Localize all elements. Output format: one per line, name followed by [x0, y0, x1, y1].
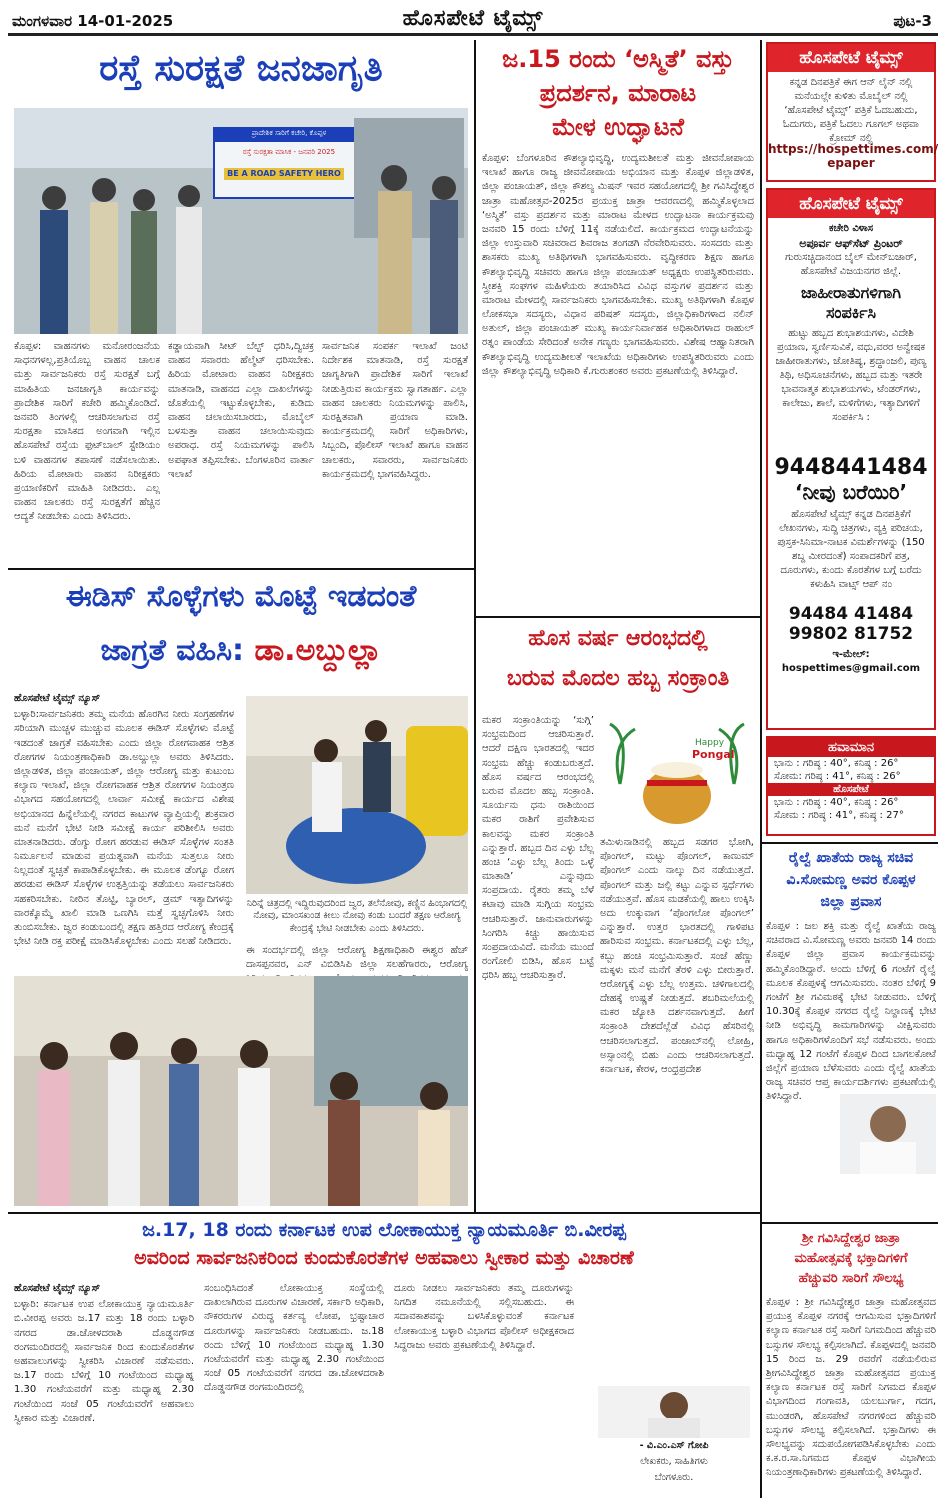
- story5-body-right: [600, 836, 754, 1136]
- story4-headline-3: ಮೇಳ ಉದ್ಘಾಟನೆ: [552, 113, 684, 141]
- story3-col3: ದೂರು ನೀಡಲು ಸಾರ್ವಜನಿಕರು ತಮ್ಮ ದೂರುಗಳನ್ನು ನಿಗದಿತ ನಮೂನೆಯಲ್ಲಿ ಸಲ್ಲಿಸಬಹುದು. ಈ ಸದಾವಕಾಶವನ್ನು ಬಳಸಿಕೊಳ್ಳುವಂತೆ ಕರ್ನಾಟಕ ಲೋಕಾಯುಕ್ತ ಬಳ್ಳಾರಿ ವಿಭಾಗದ ಪೊಲೀಸ್ ಅಧೀಕ್ಷಕರಾದ ಸಿದ್ದರಾಜು ಅವರು ಪ್ರಕಟಣೆಯಲ್ಲಿ ತಿಳಿಸಿದ್ದಾರೆ.: [394, 1283, 574, 1351]
- story2-body: [14, 692, 234, 972]
- story6-headline-1: ರೈಲ್ವೆ ಖಾತೆಯ ರಾಜ್ಯ ಸಚಿವ: [788, 850, 914, 866]
- story5-col1: ಮಕರ ಸಂಕ್ರಾಂತಿಯನ್ನು ‘ಸುಗ್ಗಿ’ ಸಂಭ್ರಮದಿಂದ ಆಚರಿಸುತ್ತಾರೆ. ಆದರೆ ದಕ್ಷಿಣ ಭಾರತದಲ್ಲಿ ಇದರ ಸಂಭ್ರಮ ಹೆಚ್ಚು ಕಂಡುಬರುತ್ತದೆ. ಹೊಸ ವರ್ಷದ ಆರಂಭದಲ್ಲಿ ಬರುವ ಮೊದಲ ಹಬ್ಬ ಸಂಕ್ರಾಂತಿ. ಸೂರ್ಯನು ಧನು ರಾಶಿಯಿಂದ ಮಕರ ರಾಶಿಗೆ ಪ್ರವೇಶಿಸುವ ಕಾಲವನ್ನು ಮಕರ ಸಂಕ್ರಾಂತಿ ಎನ್ನುತ್ತಾರೆ. ಹಬ್ಬದ ದಿನ ಎಳ್ಳು ಬೆಲ್ಲ ಹಂಚಿ ‘ಎಳ್ಳು ಬೆಲ್ಲ ತಿಂದು ಒಳ್ಳೆ ಮಾತಾಡಿ’ ಎನ್ನುವುದು ಸಂಪ್ರದಾಯ. ರೈತರು ತಮ್ಮ ಬೆಳೆ ಕಟಾವು ಮಾಡಿ ಸುಗ್ಗಿಯ ಸಂಭ್ರಮ ಆಚರಿಸುತ್ತಾರೆ. ಜಾನುವಾರುಗಳನ್ನು ಸಿಂಗರಿಸಿ ಕಿಚ್ಚು ಹಾಯಿಸುವ ಸಂಪ್ರದಾಯವಿದೆ. ಮನೆಯ ಮುಂದೆ ರಂಗೋಲಿ ಬಿಡಿಸಿ, ಹೊಸ ಬಟ್ಟೆ ಧರಿಸಿ ಹಬ್ಬ ಆಚರಿಸುತ್ತಾರೆ.: [482, 715, 594, 982]
- weather-row: ಸೋಮ : ಗರಿಷ್ಠ : 41°, ಕನಿಷ್ಠ : 27°: [774, 810, 904, 821]
- weather-row: ಸೋಮ: ಗರಿಷ್ಠ : 41°, ಕನಿಷ್ಠ : 26°: [774, 771, 901, 782]
- masthead: [8, 6, 938, 36]
- story6-headline-2: ವಿ.ಸೋಮಣ್ಣ ಅವರ ಕೊಪ್ಪಳ: [786, 872, 916, 888]
- story4-text: ಕೊಪ್ಪಳ: ಬೆಂಗಳೂರಿನ ಕೌಶಲ್ಯಾಭಿವೃದ್ಧಿ, ಉದ್ಯಮಶೀಲತೆ ಮತ್ತು ಜೀವನೋಪಾಯ ಇಲಾಖೆ ಹಾಗೂ ರಾಜ್ಯ ಜೀವನೋಪಾಯ ಅಭಿಯಾನ ಮತ್ತು ಕೊಪ್ಪಳ ಜಿಲ್ಲಾಡಳಿತ, ಜಿಲ್ಲಾ ಪಂಚಾಯತ್, ಜಿಲ್ಲಾ ಕೌಶಲ್ಯ ಮಿಷನ್ ಇವರ ಸಹಯೋಗದಲ್ಲಿ ಶ್ರೀ ಗವಿಸಿದ್ಧೇಶ್ವರ ಜಾತ್ರಾ ಮಹೋತ್ಸವ-2025ರ ಪ್ರಯುಕ್ತ ಜಾತ್ರಾ ಆವರಣದಲ್ಲಿ ಹಮ್ಮಿಕೊಳ್ಳಲಾದ ‘ಅಸ್ಮಿತೆ’ ವಸ್ತು ಪ್ರದರ್ಶನ ಮತ್ತು ಮಾರಾಟ ಮೇಳದ ಉದ್ಘಾಟನಾ ಕಾರ್ಯಕ್ರಮವು ಜನವರಿ 15 ರಂದು ಬೆಳಿಗ್ಗೆ 11ಕ್ಕೆ ನಡೆಯಲಿದೆ. ಕಾರ್ಯಕ್ರಮದ ಉದ್ಘಾಟನೆಯನ್ನು ಜಿಲ್ಲಾ ಉಸ್ತುವಾರಿ ಸಚಿವರಾದ ಶಿವರಾಜ ತಂಗಡಗಿ ನೆರವೇರಿಸುವರು. ಸಂಸದರು ಮತ್ತು ಶಾಸಕರು ಮುಖ್ಯ ಅತಿಥಿಗಳಾಗಿ ಭಾಗವಹಿಸುವರು. ವೃದ್ಧೀಕರಣ ಶಿಕ್ಷಣ ಹಾಗೂ ಕೌಶಲ್ಯಾಭಿವೃದ್ಧಿ ಸಚಿವರು ಹಾಗೂ ಜಿಲ್ಲಾ ಪಂಚಾಯತ್ ಅಧ್ಯಕ್ಷರು ಉಪಸ್ಥಿತರಿರುವರು. ಸ್ತ್ರೀಶಕ್ತಿ ಸಂಘಗಳ ಮಹಿಳೆಯರು ತಯಾರಿಸಿದ ವಿವಿಧ ವಸ್ತುಗಳ ಪ್ರದರ್ಶನ ಮತ್ತು ಮಾರಾಟ ಮೇಳದಲ್ಲಿ ಸಾರ್ವಜನಿಕರು ಭಾಗವಹಿಸಬೇಕು. ಮುಖ್ಯ ಅತಿಥಿಗಳಾಗಿ ಕೊಪ್ಪಳ ಲೋಕಸಭಾ ಸದಸ್ಯರು, ವಿಧಾನ ಪರಿಷತ್ ಸದಸ್ಯರು, ಜಿಲ್ಲಾಧಿಕಾರಿಗಳಾದ ನಲಿನ್ ಅತುಲ್, ಜಿಲ್ಲಾ ಪಂಚಾಯತ್ ಮುಖ್ಯ ಕಾರ್ಯನಿರ್ವಾಹಕ ಅಧಿಕಾರಿಗಳಾದ ರಾಹುಲ್ ರತ್ನಂ ಪಾಂಡೆಯ ಸೇರಿದಂತೆ ಅನೇಕ ಗಣ್ಯರು ಭಾಗವಹಿಸುವರು. ವಿಶೇಷ ಆಹ್ವಾನಿತರಾಗಿ ಕೌಶಲ್ಯಾಭಿವೃದ್ಧಿ ಉದ್ಯಮಶೀಲತೆ ಇಲಾಖೆಯ ಅಧಿಕಾರಿಗಳು ಉಪಸ್ಥಿತರಿರುವರು ಎಂದು ಜಿಲ್ಲಾ ಕೌಶಲ್ಯಾಭಿವೃದ್ಧಿ ಅಧಿಕಾರಿ ಕೆ.ಗುರುಶಂಕರ ಅವರು ಪ್ರಕಟಣೆಯಲ್ಲಿ ತಿಳಿಸಿದ್ದಾರೆ.: [482, 153, 754, 377]
- story2-headline-2a: ಜಾಗ್ರತೆ ವಹಿಸಿ:: [100, 633, 255, 668]
- story2-headline-1: ಈಡಿಸ್ ಸೊಳ್ಳೆಗಳು ಮೊಟ್ಟೆ ಇಡದಂತೆ: [65, 579, 417, 614]
- epaper-url[interactable]: https://hospettimes.com/: [768, 142, 939, 156]
- story7-text: ಕೊಪ್ಪಳ : ಶ್ರೀ ಗವಿಸಿದ್ದೇಶ್ವರ ಜಾತ್ರಾ ಮಹೋತ್ಸವದ ಪ್ರಯುಕ್ತ ಕೊಪ್ಪಳ ನಗರಕ್ಕೆ ಆಗಮಿಸುವ ಭಕ್ತಾದಿಗಳಿಗೆ ಕಲ್ಯಾಣ ಕರ್ನಾಟಕ ರಸ್ತೆ ಸಾರಿಗೆ ನಿಗಮದಿಂದ ಹೆಚ್ಚುವರಿ ಬಸ್ಸುಗಳ ಸೌಲಭ್ಯ ಕಲ್ಪಿಸಲಾಗಿದೆ. ಕೊಪ್ಪಳದಲ್ಲಿ ಜನವರಿ 15 ರಿಂದ ಜ. 29 ರವರೆಗೆ ನಡೆಯಲಿರುವ ಶ್ರೀಗವಿಸಿದ್ಧೇಶ್ವರ ಜಾತ್ರಾ ಮಹೋತ್ಸವದ ಪ್ರಯುಕ್ತ ಕಲ್ಯಾಣ ಕರ್ನಾಟಕ ರಸ್ತೆ ಸಾರಿಗೆ ನಿಗಮದ ಕೊಪ್ಪಳ ವಿಭಾಗದಿಂದ ಗಂಗಾವತಿ, ಯಲಬುರ್ಗಾ, ಗದಗ, ಮುಂಡರಗಿ, ಹೊಸಪೇಟೆ ನಗರಗಳಿಂದ ಹೆಚ್ಚುವರಿ ಬಸ್ಸುಗಳ ಸೌಲಭ್ಯ ಕಲ್ಪಿಸಲಾಗಿದೆ. ಭಕ್ತಾದಿಗಳು ಈ ಸೌಲಭ್ಯವನ್ನು ಸದುಪಯೋಗಪಡಿಸಿಕೊಳ್ಳಬೇಕು ಎಂದು ಕ.ಕ.ರ.ಸಾ.ನಿಗಮದ ಕೊಪ್ಪಳ ವಿಭಾಗೀಯ ನಿಯಂತ್ರಣಾಧಿಕಾರಿಗಳು ಪ್ರಕಟಣೆಯಲ್ಲಿ ತಿಳಿಸಿದ್ದಾರೆ.: [766, 1297, 936, 1479]
- story4-body: [482, 152, 754, 612]
- weather-city: ಹೊಸಪೇಟೆ: [768, 783, 934, 796]
- photo-sign-office: ಪ್ರಾದೇಶಿಕ ಸಾರಿಗೆ ಕಚೇರಿ, ಕೊಪ್ಪಳ: [251, 129, 327, 137]
- newspaper-title: ಹೊಸಪೇಟೆ ಟೈಮ್ಸ್: [402, 6, 544, 31]
- story2-headline-2b: ಡಾ.ಅಬ್ದುಲ್ಲಾ: [254, 633, 382, 668]
- epaper-ad-text: ಕನ್ನಡ ದಿನಪತ್ರಿಕೆ ಈಗ ಆನ್ ಲೈನ್ ನಲ್ಲಿ ಮನೆಯಲ್ಲೇ ಕುಳಿತು ಮೊಬೈಲ್ ನಲ್ಲಿ ‘ಹೊಸಪೇಟೆ ಟೈಮ್ಸ್’ ಪತ್ರಿಕೆ ಓದಬಹುದು, ಓದುಗರು, ಪತ್ರಿಕೆ ಓದಲು ಗೂಗಲ್ ಅಥವಾ ಕ್ರೋಮ್ ನಲ್ಲಿ: [783, 77, 919, 144]
- epaper-ad: [766, 42, 939, 182]
- story5-headline-1: ಹೊಸ ವರ್ಷ ಆರಂಭದಲ್ಲಿ: [528, 626, 708, 651]
- column-divider: [760, 40, 762, 1498]
- weather-box: [766, 736, 936, 836]
- advertise-heading-2: ಸಂಪರ್ಕಿಸಿ: [825, 303, 877, 323]
- story1-col3: ಸಾರ್ವಜನಿಕ ಸಂಪರ್ಕ ಇಲಾಖೆ ಜಂಟಿ ನಿರ್ದೇಶಕ ಮಾತನಾಡಿ, ರಸ್ತೆ ಸುರಕ್ಷತೆ ಜಾಗೃತಿಗಾಗಿ ಪ್ರಾದೇಶಿಕ ಸಾರಿಗೆ ಇಲಾಖೆ ನೀಡುತ್ತಿರುವ ಕಾರ್ಯಕ್ರಮ ಸ್ವಾಗತಾರ್ಹ. ಎಲ್ಲಾ ವಾಹನ ಚಾಲಕರು ನಿಯಮಗಳನ್ನು ಪಾಲಿಸಿ, ಸುರಕ್ಷಿತವಾಗಿ ಪ್ರಯಾಣ ಮಾಡಿ. ಕಾರ್ಯಕ್ರಮದಲ್ಲಿ ಸಾರಿಗೆ ಅಧಿಕಾರಿಗಳು, ಸಿಬ್ಬಂದಿ, ಪೊಲೀಸ್ ಇಲಾಖೆ ಹಾಗೂ ವಾಹನ ಚಾಲಕರು, ಸವಾರರು, ಸಾರ್ವಜನಿಕರು ಕಾರ್ಯಕ್ರಮದಲ್ಲಿ ಭಾಗವಹಿಸಿದ್ದರು.: [322, 341, 468, 480]
- story2-headline-2: [14, 634, 468, 669]
- minister-portrait: [840, 1094, 936, 1174]
- story7-body: [766, 1296, 936, 1496]
- story2-text: ಬಳ್ಳಾರಿ:ಸಾರ್ವಜನಿಕರು ತಮ್ಮ ಮನೆಯ ಹೊರಗಿನ ನೀರು ಸಂಗ್ರಹಣೆಗಳ ಸರಿಯಾಗಿ ಮುಚ್ಚಳ ಮುಚ್ಚುವ ಮೂಲಕ ಈಡಿಸ್ ಸೊಳ್ಳೆಗಳು ಮೊಟ್ಟೆ ಇಡದಂತೆ ಜಾಗ್ರತೆ ವಹಿಸಬೇಕು ಎಂದು ಜಿಲ್ಲಾ ರೋಗವಾಹಕ ಆಶ್ರಿತ ರೋಗಗಳ ನಿಯಂತ್ರಣಾಧಿಕಾರಿ ಡಾ.ಅಬ್ದುಲ್ಲಾ ಅವರು ತಿಳಿಸಿದರು. ಜಿಲ್ಲಾಡಳಿತ, ಜಿಲ್ಲಾ ಪಂಚಾಯತ್, ಜಿಲ್ಲಾ ಆರೋಗ್ಯ ಮತ್ತು ಕುಟುಂಬ ಕಲ್ಯಾಣ ಇಲಾಖೆ, ಜಿಲ್ಲಾ ರೋಗವಾಹಕ ಆಶ್ರಿತ ರೋಗಗಳ ನಿಯಂತ್ರಣ ವಿಭಾಗದ ಸಹಯೋಗದಲ್ಲಿ ಲಾರ್ವಾ ಸಮೀಕ್ಷೆ ಕಾರ್ಯದ ವಿಶೇಷ ಅಭಿಯಾನದ ಹಿನ್ನೆಲೆಯಲ್ಲಿ ನಗರದ ಕಾಟುಗಳ ವ್ಯಾಪ್ತಿಯಲ್ಲಿ ಶುಕ್ರವಾರ ಮನೆ ಮನೆಗೆ ಭೇಟಿ ನೀಡಿ ಸಮೀಕ್ಷೆ ಕಾರ್ಯ ಪರಿಶೀಲಿಸಿ ಅವರು ಮಾತನಾಡಿದರು. ಡೆಂಗ್ಯು ರೋಗ ಹರಡುವ ಈಡಿಸ್ ಸೊಳ್ಳೆಗಳ ಸಂತತಿ ನಿರ್ಮೂಲನೆ ಮಾಡುವ ಪ್ರಯತ್ನವಾಗಿ ಮನೆಯ ಸುತ್ತಲೂ ನೀರು ನಿಲ್ಲದಂತೆ ಸ್ವಚ್ಛತೆ ಕಾಪಾಡಿಕೊಳ್ಳಬೇಕು. ಈ ಮೂಲಕ ಡೆಂಗ್ಯೂ ರೋಗ ಹರಡುವ ಈಡಿಸ್ ಸೊಳ್ಳೆಗಳ ಉತ್ಪತ್ತಿಯನ್ನು ತಡೆಯಲು ಸಾರ್ವಜನಿಕರು ಸಹಕರಿಸಬೇಕು. ನೀರಿನ ತೊಟ್ಟಿ, ಬ್ಯಾರಲ್, ಡ್ರಮ್ ಇತ್ಯಾದಿಗಳನ್ನು ವಾರಕ್ಕೊಮ್ಮೆ ಖಾಲಿ ಮಾಡಿ ಒಣಗಿಸಿ ಮತ್ತೆ ಸ್ವಚ್ಛಗೊಳಿಸಿ ನೀರು ತುಂಬಿಸಬೇಕು. ಜ್ವರ ಕಂಡುಬಂದಲ್ಲಿ ತಕ್ಷಣ ಹತ್ತಿರದ ಆರೋಗ್ಯ ಕೇಂದ್ರಕ್ಕೆ ಭೇಟಿ ನೀಡಿ ರಕ್ತ ಪರೀಕ್ಷೆ ಮಾಡಿಸಿಕೊಳ್ಳಬೇಕು ಎಂದು ಸಲಹೆ ನೀಡಿದರು.: [14, 709, 234, 948]
- story1-headline: ರಸ್ತೆ ಸುರಕ್ಷತೆ ಜನಜಾಗೃತಿ: [99, 48, 383, 89]
- photo-sign-month: ರಸ್ತೆ ಸುರಕ್ಷತಾ ಮಾಸಿಕ - ಜನವರಿ 2025: [242, 148, 336, 156]
- pongal-label-pongal: Pongal: [692, 748, 735, 761]
- story2-caption: ನಿರಿನ್ನೆ ಚಿತ್ರದಲ್ಲಿ ಇದ್ದಿರುವುದರಿಂದ ಜ್ವರ, ತಲೆನೋವು, ಕಣ್ಣಿನ ಹಿಂಭಾಗದಲ್ಲಿ ನೋವು, ಮಾಂಸಖಂಡ ಕೀಲು ನೋವು ಕಂಡು ಬಂದರೆ ತಕ್ಷಣ ಆರೋಗ್ಯ ಕೇಂದ್ರಕ್ಕೆ ಭೇಟಿ ನೀಡಬೇಕು ಎಂದು ತಿಳಿಸಿದರು.: [246, 898, 468, 934]
- advertise-box-title: ಹೊಸಪೇಟೆ ಟೈಮ್ಸ್: [768, 190, 934, 218]
- story5-col2: ತಮಿಳುನಾಡಿನಲ್ಲಿ ಹಬ್ಬದ ಸಡಗರ ಭೋಗಿ, ಪೊಂಗಲ್, ಮಟ್ಟು ಪೊಂಗಲ್, ಕಾಣುಮ್ ಪೊಂಗಲ್ ಎಂದು ನಾಲ್ಕು ದಿನ ನಡೆಯುತ್ತದೆ. ಪೊಂಗಲ್ ಮತ್ತು ಜಲ್ಲಿ ಕಟ್ಟು ಎನ್ನುವ ಸ್ಪರ್ಧೆಗಳು ನಡೆಯುತ್ತವೆ. ಹೊಸ ಮಡಕೆಯಲ್ಲಿ ಹಾಲು ಉಕ್ಕಿಸಿ ಅದು ಉಕ್ಕುವಾಗ ‘ಪೊಂಗಲೋ ಪೊಂಗಲ್’ ಎನ್ನುತ್ತಾರೆ. ಉತ್ತರ ಭಾರತದಲ್ಲಿ ಗಾಳಿಪಟ ಹಾರಿಸುವ ಸಂಭ್ರಮ. ಕರ್ನಾಟಕದಲ್ಲಿ ಎಳ್ಳು ಬೆಲ್ಲ, ಕಬ್ಬು ಹಂಚಿ ಸಂಭ್ರಮಿಸುತ್ತಾರೆ. ಸಂಜೆ ಹೆಣ್ಣು ಮಕ್ಕಳು ಮನೆ ಮನೆಗೆ ತೆರಳಿ ಎಳ್ಳು ಬೀರುತ್ತಾರೆ. ಆರೋಗ್ಯಕ್ಕೆ ಎಳ್ಳು ಬೆಲ್ಲ ಉತ್ತಮ. ಚಳಿಗಾಲದಲ್ಲಿ ದೇಹಕ್ಕೆ ಉಷ್ಣತೆ ನೀಡುತ್ತದೆ. ಶಬರಿಮಲೆಯಲ್ಲಿ ಮಕರ ಜ್ಯೋತಿ ದರ್ಶನವಾಗುತ್ತದೆ. ಹೀಗೆ ಸಂಕ್ರಾಂತಿ ದೇಶದೆಲ್ಲೆಡೆ ವಿವಿಧ ಹೆಸರಿನಲ್ಲಿ ಆಚರಿಸಲಾಗುತ್ತದೆ. ಪಂಜಾಬ್‌ನಲ್ಲಿ ಲೋಹ್ರಿ, ಅಸ್ಸಾಂನಲ್ಲಿ ಬಿಹು ಎಂದು ಆಚರಿಸಲಾಗುತ್ತದೆ. ಕರ್ನಾಟಕ, ಕೇರಳ, ಆಂಧ್ರಪ್ರದೇಶ: [600, 837, 754, 1075]
- office-address: [768, 218, 934, 283]
- story7-headline-3: ಹೆಚ್ಚುವರಿ ಸಾರಿಗೆ ಸೌಲಭ್ಯ: [798, 1271, 904, 1286]
- section-divider: [762, 1222, 938, 1224]
- page-number: ಪುಟ-3: [893, 12, 932, 30]
- section-divider: [476, 616, 760, 618]
- office-street: ಗುರುಸಚ್ಚಿದಾನಂದ ಬೈಲ್ ಮೇನ್‌ಬಜಾರ್, ಹೊಸಪೇಟೆ ವಿಜಯನಗರ ಜಿಲ್ಲೆ.: [785, 252, 917, 278]
- epaper-url-suffix[interactable]: epaper: [827, 156, 875, 170]
- officials-inspection-photo: [14, 976, 468, 1206]
- author-city: ಬೆಂಗಳೂರು.: [654, 1472, 694, 1483]
- story3-col1: ಬಳ್ಳಾರಿ: ಕರ್ನಾಟಕ ಉಪ ಲೋಕಾಯುಕ್ತ ನ್ಯಾಯಮೂರ್ತಿ ಬಿ.ವೀರಪ್ಪ ಅವರು ಜ.17 ಮತ್ತು 18 ರಂದು ಬಳ್ಳಾರಿ ನಗರದ ಡಾ.ಜೋಳದರಾಶಿ ದೊಡ್ಡನಗೌಡ ರಂಗಮಂದಿರದಲ್ಲಿ ಸಾರ್ವಜನಿಕ ರಿಂದ ಕುಂದುಕೊರತೆಗಳ ಅಹವಾಲುಗಳನ್ನು ಸ್ವೀಕರಿಸಿ ವಿಚಾರಣೆ ನಡೆಸುವರು. ಜ.17 ರಂದು ಬೆಳಿಗ್ಗೆ 10 ಗಂಟೆಯಿಂದ ಮಧ್ಯಾಹ್ನ 1.30 ಗಂಟೆಯವರೆಗೆ ಮತ್ತು ಮಧ್ಯಾಹ್ನ 2.30 ಗಂಟೆಯಿಂದ ಸಂಜೆ 05 ಗಂಟೆಯವರೆಗೆ ಅಹವಾಲು ಸ್ವೀಕಾರ ಮತ್ತು ವಿಚಾರಣೆ.: [14, 1299, 194, 1424]
- story5-headline-2: ಬರುವ ಮೊದಲ ಹಬ್ಬ ಸಂಕ್ರಾಂತಿ: [506, 666, 730, 691]
- story4-headline-1: ಜ.15 ರಂದು ‘ಅಸ್ಮಿತೆ’ ವಸ್ತು: [502, 45, 734, 73]
- story4-headline-2: ಪ್ರದರ್ಶನ, ಮಾರಾಟ: [539, 79, 697, 107]
- author-name: - ವಿ.ಎಂ.ಎಸ್ ಗೋಪಿ: [639, 1440, 709, 1451]
- epaper-ad-title: ಹೊಸಪೇಟೆ ಟೈಮ್ಸ್: [768, 44, 934, 72]
- story1-col2: ಕಡ್ಡಾಯವಾಗಿ ಸೀಟ್ ಬೆಲ್ಟ್ ಧರಿಸಿ,ದ್ವಿಚಕ್ರ ವಾಹನ ಸವಾರರು ಹೆಲ್ಮೆಟ್ ಧರಿಸಬೇಕು. ಹಿರಿಯ ಮೋಟಾರು ವಾಹನ ನಿರೀಕ್ಷಕರು ಮಾತನಾಡಿ, ವಾಹನದ ಎಲ್ಲಾ ದಾಖಲೆಗಳನ್ನು ಜೊತೆಯಲ್ಲಿ ಇಟ್ಟುಕೊಳ್ಳಬೇಕು, ಕುಡಿದು ವಾಹನ ಚಲಾಯಿಸಬಾರದು, ಮೊಬೈಲ್ ಬಳಸುತ್ತಾ ವಾಹನ ಚಲಾಯಿಸುವುದು ಅಪರಾಧ. ರಸ್ತೆ ನಿಯಮಗಳನ್ನು ಪಾಲಿಸಿ ಅಪಘಾತ ತಪ್ಪಿಸಬೇಕು. ಬೆಂಗಳೂರಿನ ವಾರ್ತಾ ಇಲಾಖೆ: [168, 341, 314, 480]
- section-divider: [762, 842, 938, 844]
- whatsapp-number-2[interactable]: 99802 81752: [788, 624, 914, 645]
- advertise-contact-box: [766, 188, 936, 730]
- section-divider: [8, 1212, 760, 1214]
- weather-row: ಭಾನು : ಗರಿಷ್ಠ : 40°, ಕನಿಷ್ಠ : 26°: [774, 797, 899, 808]
- road-safety-photo: [14, 108, 468, 334]
- advertise-phone[interactable]: 9448441484: [774, 455, 928, 481]
- photo-sign-hero: BE A ROAD SAFETY HERO: [227, 169, 341, 178]
- story7-headline-2: ಮಹೋತ್ಸವಕ್ಕೆ ಭಕ್ತಾದಿಗಳಿಗೆ: [794, 1251, 908, 1266]
- story3-byline: ಹೊಸಪೇಟೆ ಟೈಮ್ಸ್ ನ್ಯೂಸ್: [14, 1283, 101, 1294]
- story3-headline-1: ಜ.17, 18 ರಂದು ಕರ್ನಾಟಕ ಉಪ ಲೋಕಾಯುಕ್ತ ನ್ಯಾಯಮೂರ್ತಿ ಬಿ.ವೀರಪ್ಪ: [142, 1219, 626, 1241]
- contact-email[interactable]: ಇ-ಮೇಲ್: hospettimes@gmail.com: [781, 649, 921, 675]
- story1-body: [14, 340, 468, 562]
- story7-headline-1: ಶ್ರೀ ಗವಿಸಿದ್ದೇಶ್ವರ ಜಾತ್ರಾ: [801, 1231, 901, 1246]
- you-write-slogan: ‘ನೀವು ಬರೆಯಿರಿ’: [794, 480, 908, 505]
- column-divider: [474, 40, 476, 1212]
- story3-body: [14, 1282, 584, 1498]
- story2-body-2: [246, 944, 468, 972]
- advertise-categories: ಹುಟ್ಟು ಹಬ್ಬದ ಶುಭಾಶಯಗಳು, ವಿದೇಶಿ ಪ್ರಯಾಣ, ಸ್ವರ್ಣಿಸುವಿಕೆ, ವಧು,ವರರ ಅನ್ವೇಷಕ ಜಾಹೀರಾತುಗಳು, ಜೋತಿಷ್ಯ, ಶ್ರದ್ಧಾಂಜಲಿ, ಪುಣ್ಯ ತಿಥಿ, ಅಧಿಸೂಚನೆಗಳು, ಹಬ್ಬದ ಮತ್ತು ಇತರೇ ಭಾವನಾತ್ಮಕ ಶುಭಾಶಯಗಳು, ಟೆಂಡರ್‌ಗಳು, ಕಾಲೇಜು, ಶಾಲೆ, ಮಳಿಗೆಗಳು, ಇತ್ಯಾದಿಗಳಿಗೆ ಸಂಪರ್ಕಿಸಿ :: [775, 328, 927, 424]
- story5-body-left: [482, 714, 594, 1206]
- story3-col2: ಸಂಬಂಧಿಸಿದಂತೆ ಲೋಕಾಯುಕ್ತ ಸಂಸ್ಥೆಯಲ್ಲಿ ದಾಖಲಾಗಿರುವ ದೂರುಗಳ ವಿಚಾರಣೆ, ಸರ್ಕಾರಿ ಅಧಿಕಾರಿ, ನೌಕರರುಗಳ ವಿರುದ್ಧ ಕರ್ತವ್ಯ ಲೋಪ, ಭ್ರಷ್ಟಾಚಾರ ದೂರುಗಳನ್ನು ಸಾರ್ವಜನಿಕರು ನೀಡಬಹುದು. ಜ.18 ರಂದು ಬೆಳಿಗ್ಗೆ 10 ಗಂಟೆಯಿಂದ ಮಧ್ಯಾಹ್ನ 1.30 ಗಂಟೆಯವರೆಗೆ ಮತ್ತು ಮಧ್ಯಾಹ್ನ 2.30 ಗಂಟೆಯಿಂದ ಸಂಜೆ 05 ಗಂಟೆಯವರೆಗೆ ನಗರದ ಡಾ.ಜೋಳದರಾಶಿ ದೊಡ್ಡನಗೌಡ ರಂಗಮಂದಿರದಲ್ಲಿ: [204, 1283, 384, 1394]
- story2-byline: ಹೊಸಪೇಟೆ ಟೈಮ್ಸ್ ನ್ಯೂಸ್: [14, 693, 101, 704]
- issue-date: ಮಂಗಳವಾರ 14-01-2025: [12, 12, 174, 30]
- story6-headline-3: ಜಿಲ್ಲಾ ಪ್ರವಾಸ: [820, 894, 882, 910]
- printer-name: ಅಪೂರ್ವ ಆಫ್‌ಸೆಟ್ ಪ್ರಿಂಟರ್: [799, 237, 903, 250]
- pongal-label-happy: Happy: [695, 738, 725, 748]
- submission-invite: ಹೊಸಪೇಟೆ ಟೈಮ್ಸ್ ಕನ್ನಡ ದಿನಪತ್ರಿಕೆಗೆ ಲೇಖನಗಳು, ಸುದ್ದಿ ಚಿತ್ರಗಳು, ವ್ಯಕ್ತಿ ಪರಿಚಯ, ಪುಸ್ತಕ-ಸಿನಿಮಾ-ನಾಟಕ ವಿಮರ್ಶೆಗಳನ್ನು (150 ಶಬ್ದ ಮೀರದಂತೆ) ಸಂಪಾದಕರಿಗೆ ಪತ್ರ, ದೂರುಗಳು, ಕುಂದು ಕೊರತೆಗಳ ಬಗ್ಗೆ ಬರೆದು ಕಳುಹಿಸಿ ವಾಟ್ಸ್ ಆಪ್ ನಂ: [777, 509, 925, 591]
- story1-col1: ಕೊಪ್ಪಳ: ವಾಹನಗಳು ಮನೋರಂಜನೆಯ ಸಾಧನಗಳಲ್ಲ,ಪ್ರತಿಯೊಬ್ಬ ವಾಹನ ಚಾಲಕ ಮತ್ತು ಸಾರ್ವಜನಿಕರು ರಸ್ತೆ ಸುರಕ್ಷತೆ ಬಗ್ಗೆ ಮಾಹಿತಿಯ ಜನಜಾಗೃತಿ ಕಾರ್ಯವನ್ನು ಪ್ರಾದೇಶಿಕ ಸಾರಿಗೆ ಕಚೇರಿ ಹಮ್ಮಿಕೊಂಡಿದೆ. ಜನವರಿ ತಿಂಗಳಲ್ಲಿ ಆಚರಿಸಲಾಗುವ ರಸ್ತೆ ಸುರಕ್ಷತಾ ಮಾಸಿಕದ ಅಂಗವಾಗಿ ಇಲ್ಲಿನ ಹೊಸಪೇಟೆ ರಸ್ತೆಯ ಫುಟ್‌ಬಾಲ್ ಸ್ಟೇಡಿಯಂ ಬಳಿ ವಾಹನಗಳ ತಪಾಸಣೆ ನಡೆಸಲಾಯಿತು. ಹಿರಿಯ ಮೋಟಾರು ವಾಹನ ನಿರೀಕ್ಷಕರು ಪ್ರಯಾಣಿಕರಿಗೆ ಮಾಹಿತಿ ನೀಡಿದರು. ಎಲ್ಲ ವಾಹನ ಚಾಲಕರು ರಸ್ತೆ ಸುರಕ್ಷತೆಗೆ ಹೆಚ್ಚಿನ ಆದ್ಯತೆ ನೀಡಬೇಕು ಎಂದು ತಿಳಿಸಿದರು.: [14, 341, 160, 523]
- section-divider: [8, 568, 474, 570]
- office-address-label: ಕಚೇರಿ ವಿಳಾಸ: [828, 223, 874, 234]
- story2-text-2: ಈ ಸಂದರ್ಭದಲ್ಲಿ ಜಿಲ್ಲಾ ಆರೋಗ್ಯ ಶಿಕ್ಷಣಾಧಿಕಾರಿ ಈಶ್ವರ ಹೆಚ್ ದಾಸಪ್ಪನವರ, ಎನ್ ವಿಬಿಡಿಸಿಪಿ ಜಿಲ್ಲಾ ಸಲಹೆಗಾರರು, ಆರೋಗ್ಯ: [246, 945, 468, 971]
- columnist-photo: [598, 1386, 750, 1438]
- larva-survey-photo: [246, 696, 468, 894]
- author-role: ಲೇಖಕರು, ಸಾಹಿತಿಗಳು: [640, 1456, 708, 1467]
- story3-headline-2: ಅವರಿಂದ ಸಾರ್ವಜನಿಕರಿಂದ ಕುಂದುಕೊರತೆಗಳ ಅಹವಾಲು ಸ್ವೀಕಾರ ಮತ್ತು ವಿಚಾರಣೆ: [134, 1247, 634, 1269]
- whatsapp-number-1[interactable]: 94484 41484: [788, 604, 914, 625]
- weather-row: ಭಾನು : ಗರಿಷ್ಠ : 40°, ಕನಿಷ್ಠ : 26°: [774, 758, 899, 769]
- advertise-heading-1: ಜಾಹೀರಾತುಗಳಿಗಾಗಿ: [800, 283, 902, 303]
- pongal-illustration: [600, 714, 754, 830]
- weather-title: ಹವಾಮಾನ: [768, 738, 934, 757]
- story6-text: ಕೊಪ್ಪಳ : ಜಲ ಶಕ್ತಿ ಮತ್ತು ರೈಲ್ವೆ ಖಾತೆಯ ರಾಜ್ಯ ಸಚಿವರಾದ ವಿ.ಸೋಮಣ್ಣ ಅವರು ಜನವರಿ 14 ರಂದು ಕೊಪ್ಪಳ ಜಿಲ್ಲಾ ಪ್ರವಾಸ ಕಾರ್ಯಕ್ರಮವನ್ನು ಹಮ್ಮಿಕೊಂಡಿದ್ದಾರೆ. ಅಂದು ಬೆಳಿಗ್ಗೆ 6 ಗಂಟೆಗೆ ರೈಲ್ವೆ ಮೂಲಕ ಕೊಪ್ಪಳಕ್ಕೆ ಆಗಮಿಸುವರು. ನಂತರ ಬೆಳಿಗ್ಗೆ 9 ಗಂಟೆಗೆ ಶ್ರೀ ಗವಿಮಠಕ್ಕೆ ಭೇಟಿ ನೀಡುವರು. ಬೆಳಿಗ್ಗೆ 10.30ಕ್ಕೆ ಕೊಪ್ಪಳ ನಗರದ ರೈಲ್ವೆ ನಿಲ್ದಾಣಕ್ಕೆ ಭೇಟಿ ನೀಡಿ ಅಭಿವೃದ್ಧಿ ಕಾಮಗಾರಿಗಳನ್ನು ವೀಕ್ಷಿಸುವರು ಹಾಗೂ ಅಧಿಕಾರಿಗಳೊಂದಿಗೆ ಸಭೆ ನಡೆಸುವರು. ಅಂದು ಮಧ್ಯಾಹ್ನ 12 ಗಂಟೆಗೆ ಕೊಪ್ಪಳ ದಿಂದ ಬಾಗಲಕೋಟೆ ಜಿಲ್ಲೆಗೆ ಪ್ರಯಾಣ ಬೆಳೆಸುವರು ಎಂದು ರೈಲ್ವೆ ಖಾತೆಯ ರಾಜ್ಯ ಸಚಿವರ ಆಪ್ತ ಕಾರ್ಯದರ್ಶಿಗಳು ಪ್ರಕಟಣೆಯಲ್ಲಿ ತಿಳಿಸಿದ್ದಾರೆ.: [766, 921, 936, 1103]
